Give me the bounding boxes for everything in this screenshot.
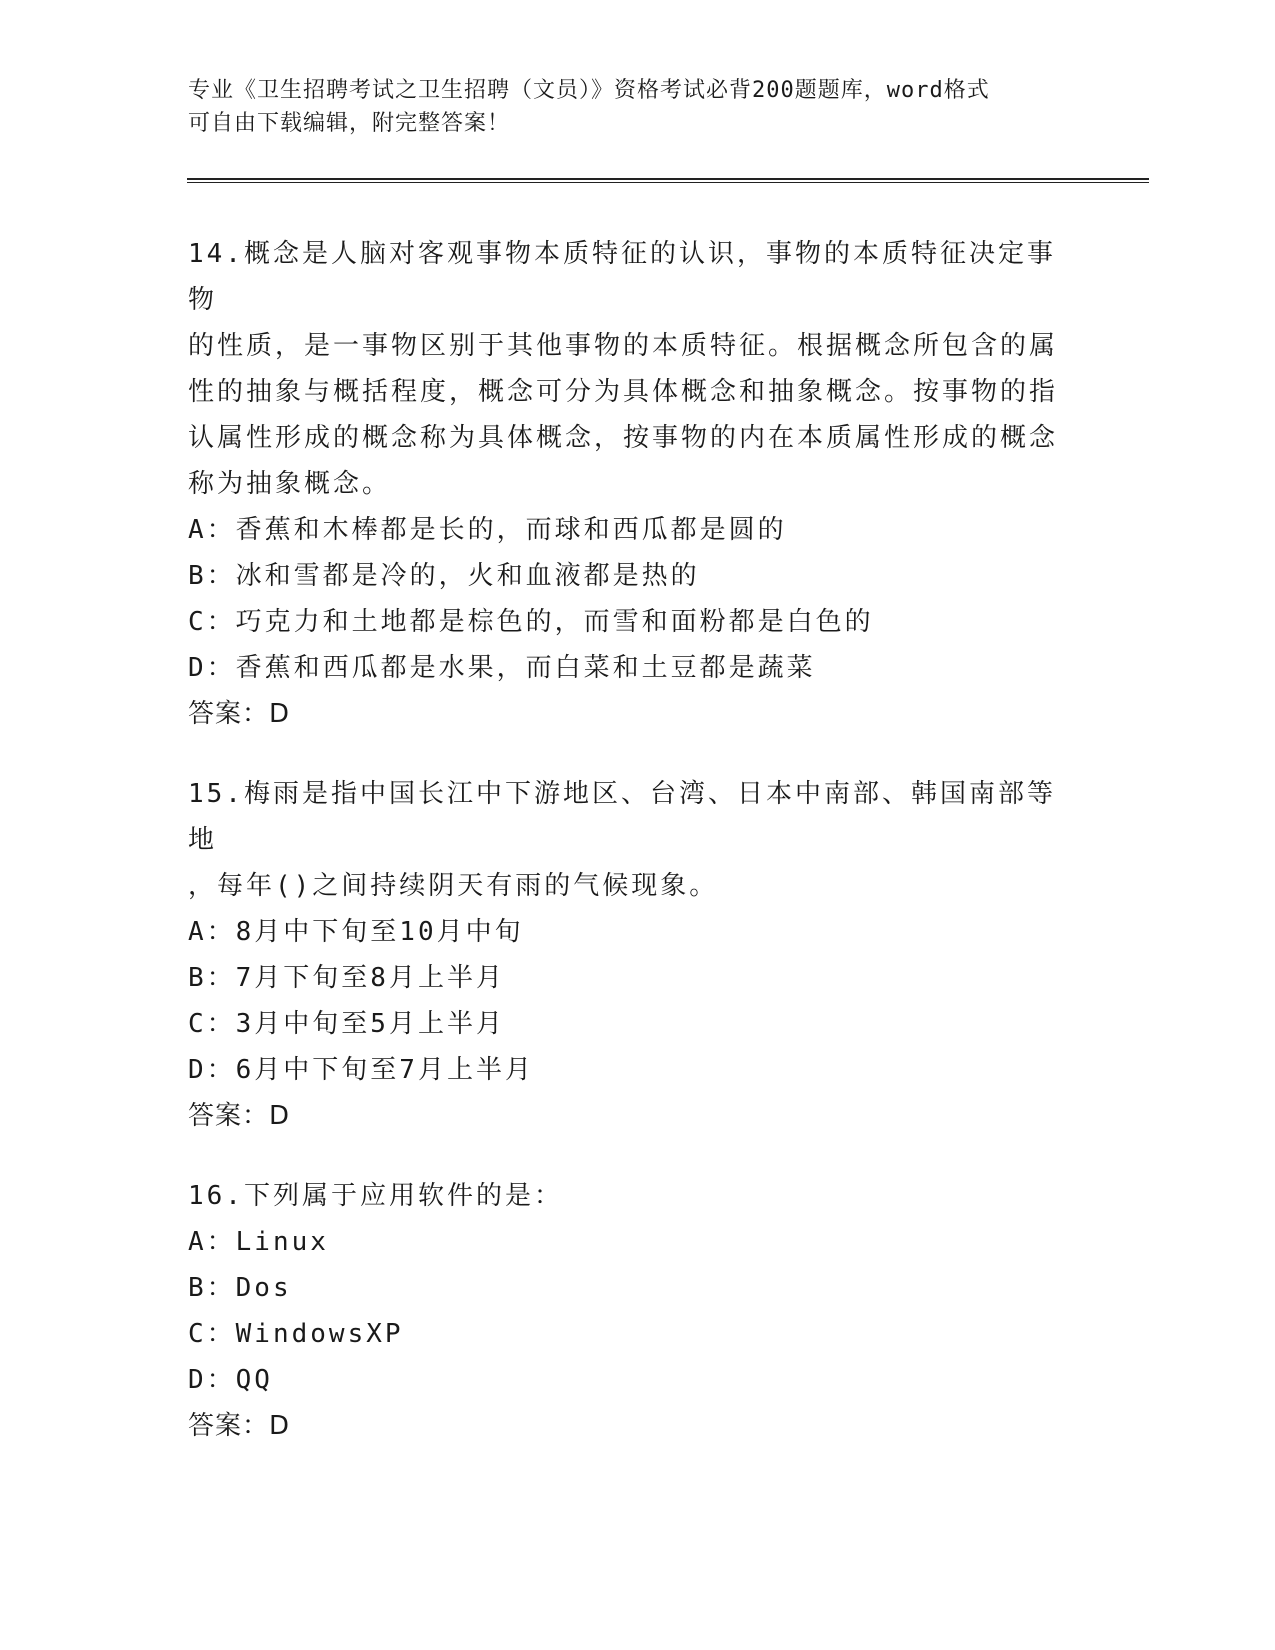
header-line-1: 专业《卫生招聘考试之卫生招聘（文员）》资格考试必背200题题库，word格式 xyxy=(188,78,990,103)
option-a: A：香蕉和木棒都是长的，而球和西瓜都是圆的 xyxy=(188,515,787,545)
option-b: B：Dos xyxy=(188,1273,292,1303)
question-stem xyxy=(188,1173,1078,1219)
question-stem xyxy=(188,231,1078,507)
answer-line: 答案：D xyxy=(188,699,291,729)
header-divider xyxy=(187,178,1149,183)
stem-line: 的性质，是一事物区别于其他事物的本质特征。根据概念所包含的属 xyxy=(188,331,1059,361)
option-b: B：7月下旬至8月上半月 xyxy=(188,963,505,993)
stem-line: ，每年()之间持续阴天有雨的气候现象。 xyxy=(188,871,719,901)
question-stem xyxy=(188,771,1078,909)
question-15 xyxy=(188,771,1078,1139)
question-list xyxy=(188,231,1078,1483)
question-14 xyxy=(188,231,1078,737)
option-d: D：6月中下旬至7月上半月 xyxy=(188,1055,534,1085)
option-d: D：QQ xyxy=(188,1365,273,1395)
answer-line: 答案：D xyxy=(188,1411,291,1441)
stem-line: 16.下列属于应用软件的是： xyxy=(188,1181,563,1211)
header-line-2: 可自由下载编辑，附完整答案！ xyxy=(188,111,511,136)
option-a: A：8月中下旬至10月中旬 xyxy=(188,917,524,947)
document-header xyxy=(188,74,1068,140)
question-16 xyxy=(188,1173,1078,1449)
option-c: C：3月中旬至5月上半月 xyxy=(188,1009,505,1039)
option-d: D：香蕉和西瓜都是水果，而白菜和土豆都是蔬菜 xyxy=(188,653,816,683)
stem-line: 14.概念是人脑对客观事物本质特征的认识，事物的本质特征决定事物 xyxy=(188,239,1056,315)
option-c: C：WindowsXP xyxy=(188,1319,404,1349)
option-c: C：巧克力和土地都是棕色的，而雪和面粉都是白色的 xyxy=(188,607,874,637)
answer-line: 答案：D xyxy=(188,1101,291,1131)
stem-line: 称为抽象概念。 xyxy=(188,469,392,499)
stem-line: 性的抽象与概括程度，概念可分为具体概念和抽象概念。按事物的指 xyxy=(188,377,1059,407)
option-a: A：Linux xyxy=(188,1227,329,1257)
option-b: B：冰和雪都是冷的，火和血液都是热的 xyxy=(188,561,700,591)
stem-line: 15.梅雨是指中国长江中下游地区、台湾、日本中南部、韩国南部等地 xyxy=(188,779,1056,855)
stem-line: 认属性形成的概念称为具体概念，按事物的内在本质属性形成的概念 xyxy=(188,423,1059,453)
